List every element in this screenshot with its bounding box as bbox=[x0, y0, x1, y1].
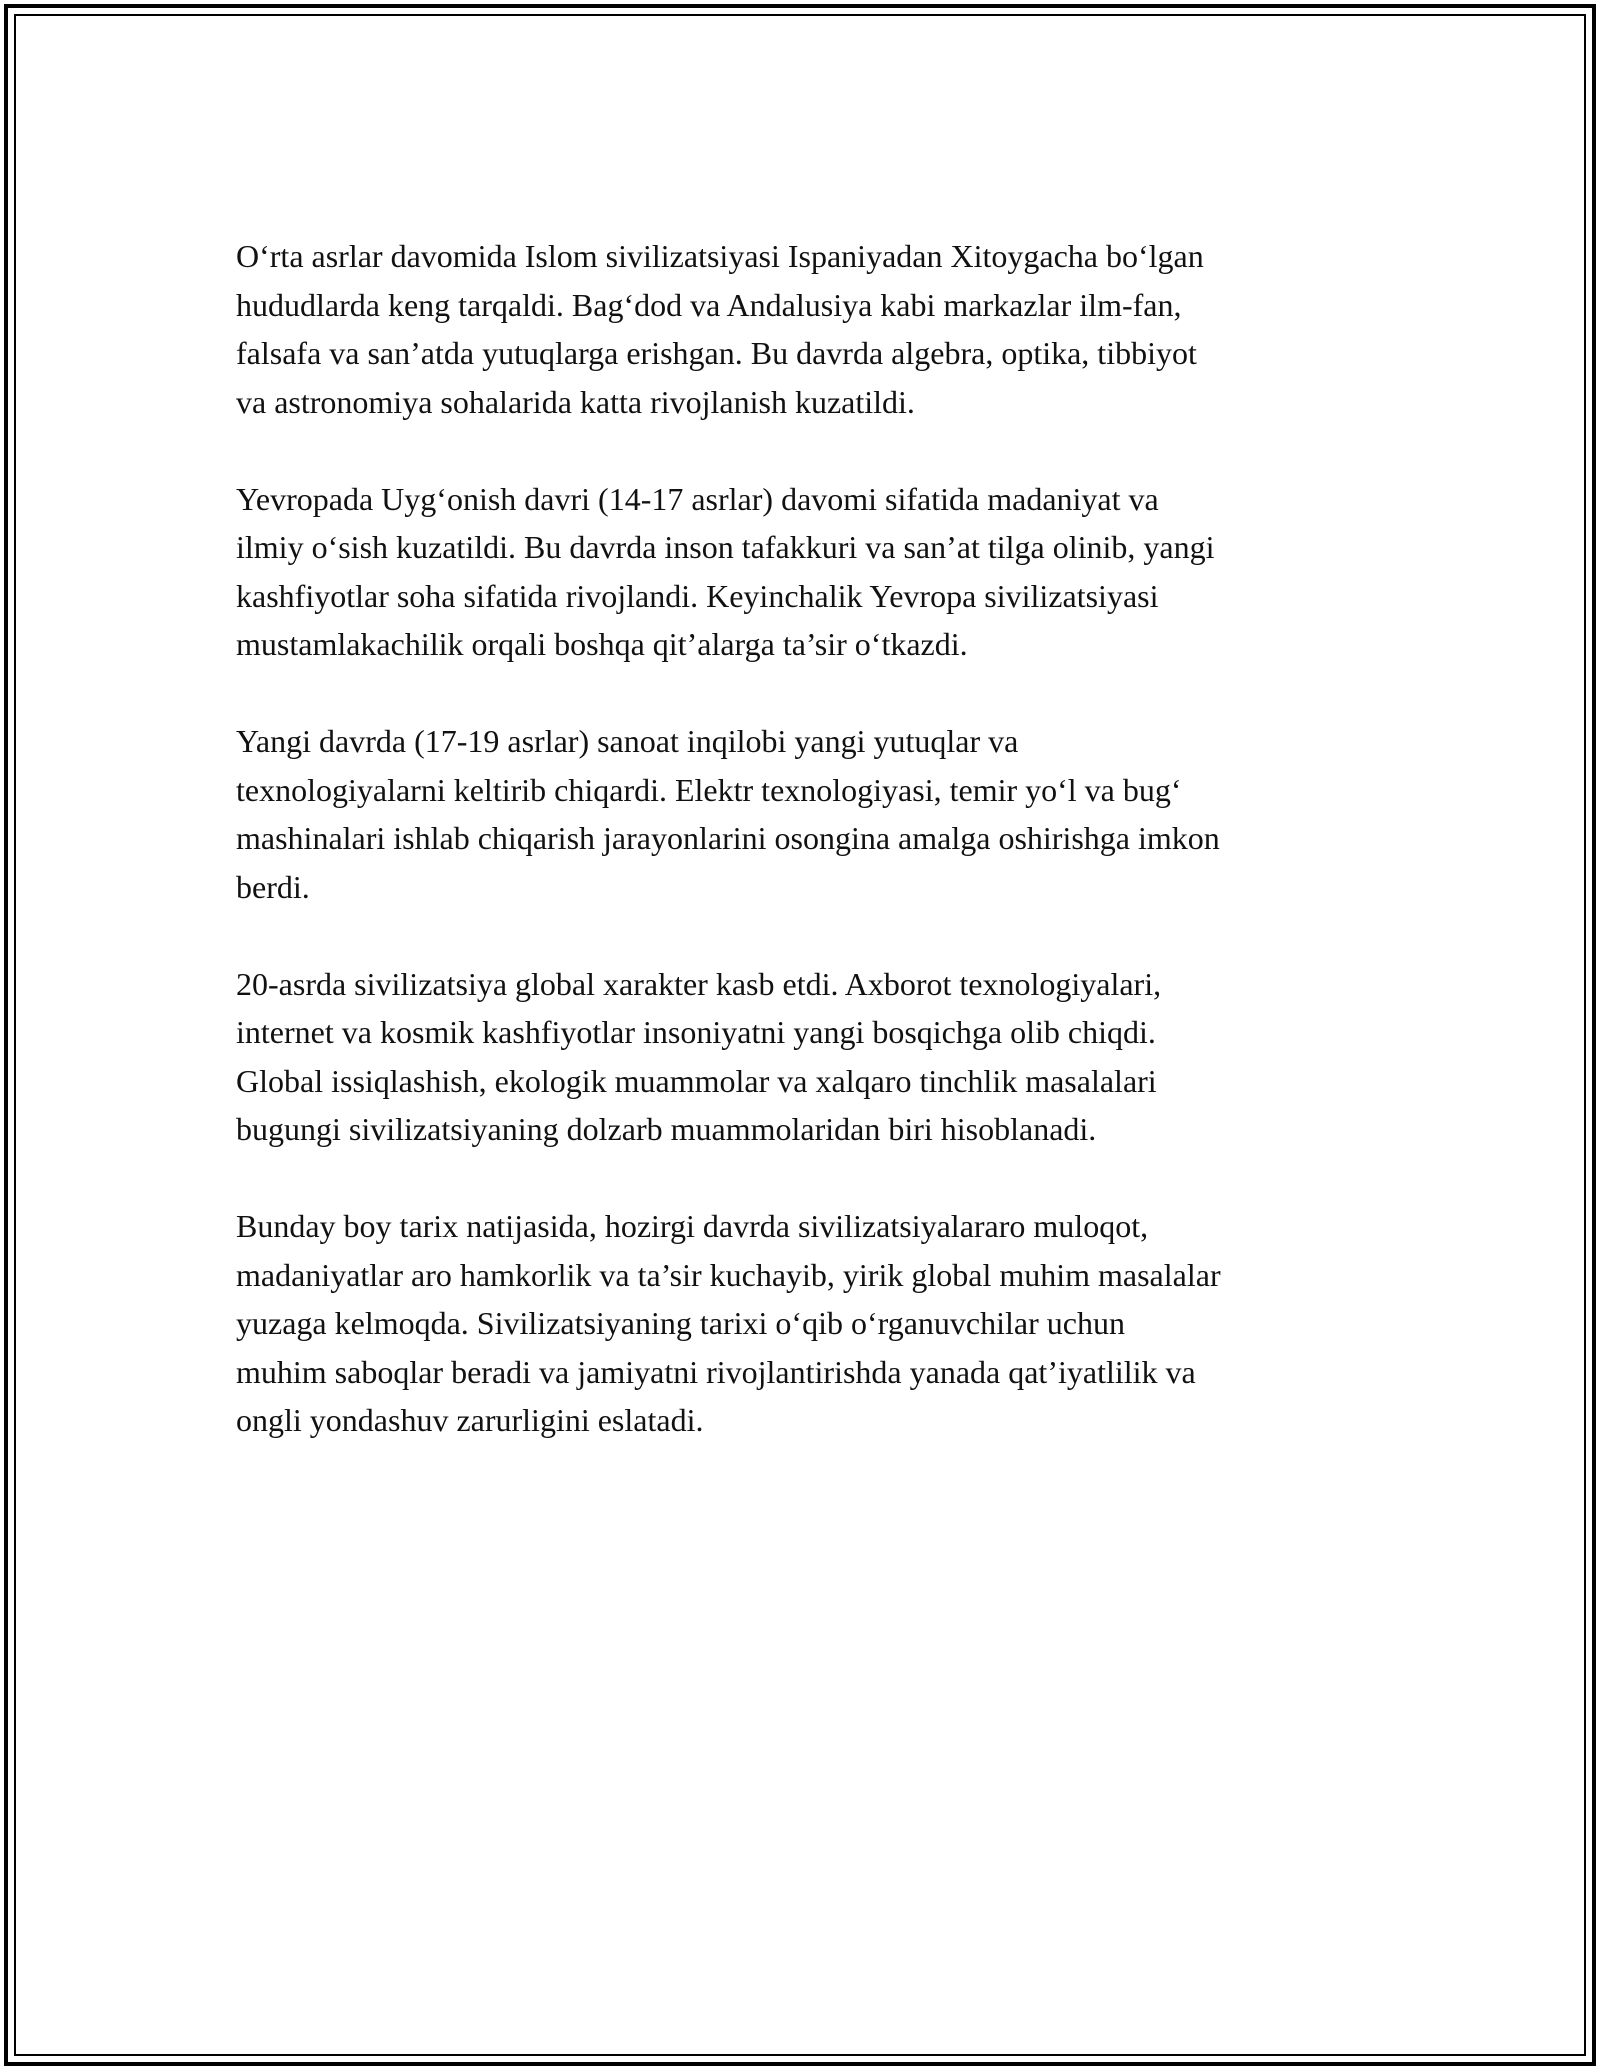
text-line: va astronomiya sohalarida katta rivojlanish kuzatildi. bbox=[236, 383, 915, 420]
text-line: 20-asrda sivilizatsiya global xarakter kasb etdi. Axborot texnologiyalari, bbox=[236, 965, 1162, 1002]
text-line: hududlarda keng tarqaldi. Bag‘dod va Andalusiya kabi markazlar ilm-fan, bbox=[236, 286, 1182, 323]
paragraph bbox=[236, 1202, 1396, 1445]
text-line: berdi. bbox=[236, 868, 310, 905]
paragraph bbox=[236, 232, 1396, 426]
text-line: ongli yondashuv zarurligini eslatadi. bbox=[236, 1402, 704, 1438]
text-line: Yangi davrda (17-19 asrlar) sanoat inqilobi yangi yutuqlar va bbox=[236, 723, 1019, 759]
text-line: yuzaga kelmoqda. Sivilizatsiyaning tarixi o‘qib o‘rganuvchilar uchun bbox=[236, 1305, 1125, 1341]
text-line: internet va kosmik kashfiyotlar insoniyatni yangi bosqichga olib chiqdi. bbox=[236, 1014, 1156, 1050]
paragraph bbox=[236, 475, 1396, 669]
text-line: Bunday boy tarix natijasida, hozirgi davrda sivilizatsiyalararo muloqot, bbox=[236, 1208, 1149, 1244]
text-line: ilmiy o‘sish kuzatildi. Bu davrda inson tafakkuri va san’at tilga olinib, yangi bbox=[236, 529, 1215, 565]
text-line: madaniyatlar aro hamkorlik va ta’sir kuchayib, yirik global muhim masalalar bbox=[236, 1256, 1221, 1293]
document-body bbox=[236, 232, 1396, 1493]
text-line: mashinalari ishlab chiqarish jarayonlarini osongina amalga oshirishga imkon bbox=[236, 820, 1220, 856]
text-line: Global issiqlashish, ekologik muammolar va xalqaro tinchlik masalalari bbox=[236, 1062, 1157, 1099]
text-line: Yevropada Uyg‘onish davri (14-17 asrlar) davomi sifatida madaniyat va bbox=[236, 480, 1159, 517]
text-line: falsafa va san’atda yutuqlarga erishgan. Bu davrda algebra, optika, tibbiyot bbox=[236, 335, 1197, 371]
paragraph bbox=[236, 960, 1396, 1154]
text-line: texnologiyalarni keltirib chiqardi. Elektr texnologiyasi, temir yo‘l va bug‘ bbox=[236, 771, 1182, 808]
text-line: mustamlakachilik orqali boshqa qit’alarga ta’sir o‘tkazdi. bbox=[236, 626, 968, 662]
text-line: muhim saboqlar beradi va jamiyatni rivojlantirishda yanada qat’iyatlilik va bbox=[236, 1353, 1196, 1390]
text-line: O‘rta asrlar davomida Islom sivilizatsiyasi Ispaniyadan Xitoygacha bo‘lgan bbox=[236, 238, 1204, 274]
text-line: kashfiyotlar soha sifatida rivojlandi. Keyinchalik Yevropa sivilizatsiyasi bbox=[236, 577, 1159, 614]
text-line: bugungi sivilizatsiyaning dolzarb muammolaridan biri hisoblanadi. bbox=[236, 1111, 1097, 1147]
paragraph bbox=[236, 717, 1396, 911]
